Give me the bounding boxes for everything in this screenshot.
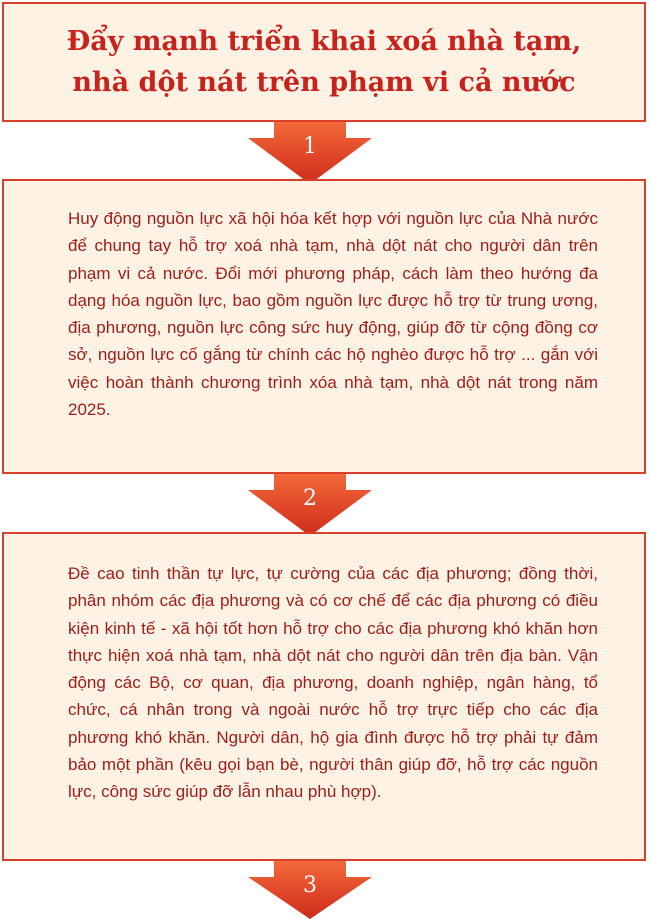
step-number: 3: [303, 873, 317, 898]
step-2-text: Đề cao tinh thần tự lực, tự cường của các địa phương; đồng thời, phân nhóm các địa phương và có cơ chế để các địa phương có điều kiện kinh tế - xã hội tốt hơn hỗ trợ cho các địa phương khó khăn hơn thực hiện xoá nhà tạm, nhà dột nát cho người dân trên địa bàn. Vận động các Bộ, cơ quan, địa phương, doanh nghiệp, ngân hàng, tổ chức, cá nhân trong và ngoài nước hỗ trợ trực tiếp cho các địa phương khó khăn. Người dân, hộ gia đình được hỗ trợ phải tự đảm bảo một phần (kêu gọi bạn bè, người thân giúp đỡ, hỗ trợ các nguồn lực, công sức giúp đỡ lẫn nhau phù hợp).: [68, 564, 598, 802]
step-1-arrow: [248, 122, 372, 184]
step-number: 1: [303, 134, 317, 159]
step-number: 2: [303, 486, 317, 511]
step-3-arrow: [248, 861, 372, 919]
title-panel: [2, 2, 646, 122]
step-2-panel: [2, 532, 646, 861]
step-2-arrow: [248, 474, 372, 536]
step-1-panel: [2, 179, 646, 474]
page-title: Đẩy mạnh triển khai xoá nhà tạm, nhà dột nát trên phạm vi cả nước: [66, 26, 582, 98]
step-1-text: Huy động nguồn lực xã hội hóa kết hợp với nguồn lực của Nhà nước để chung tay hỗ trợ xoá nhà tạm, nhà dột nát cho người dân trên phạm vi cả nước. Đổi mới phương pháp, cách làm theo hướng đa dạng hóa nguồn lực, bao gồm nguồn lực được hỗ trợ từ trung ương, địa phương, nguồn lực công sức huy động, giúp đỡ từ cộng đồng cơ sở, nguồn lực cố gắng từ chính các hộ nghèo được hỗ trợ ... gắn với việc hoàn thành chương trình xóa nhà tạm, nhà dột nát trong năm 2025.: [68, 209, 598, 420]
